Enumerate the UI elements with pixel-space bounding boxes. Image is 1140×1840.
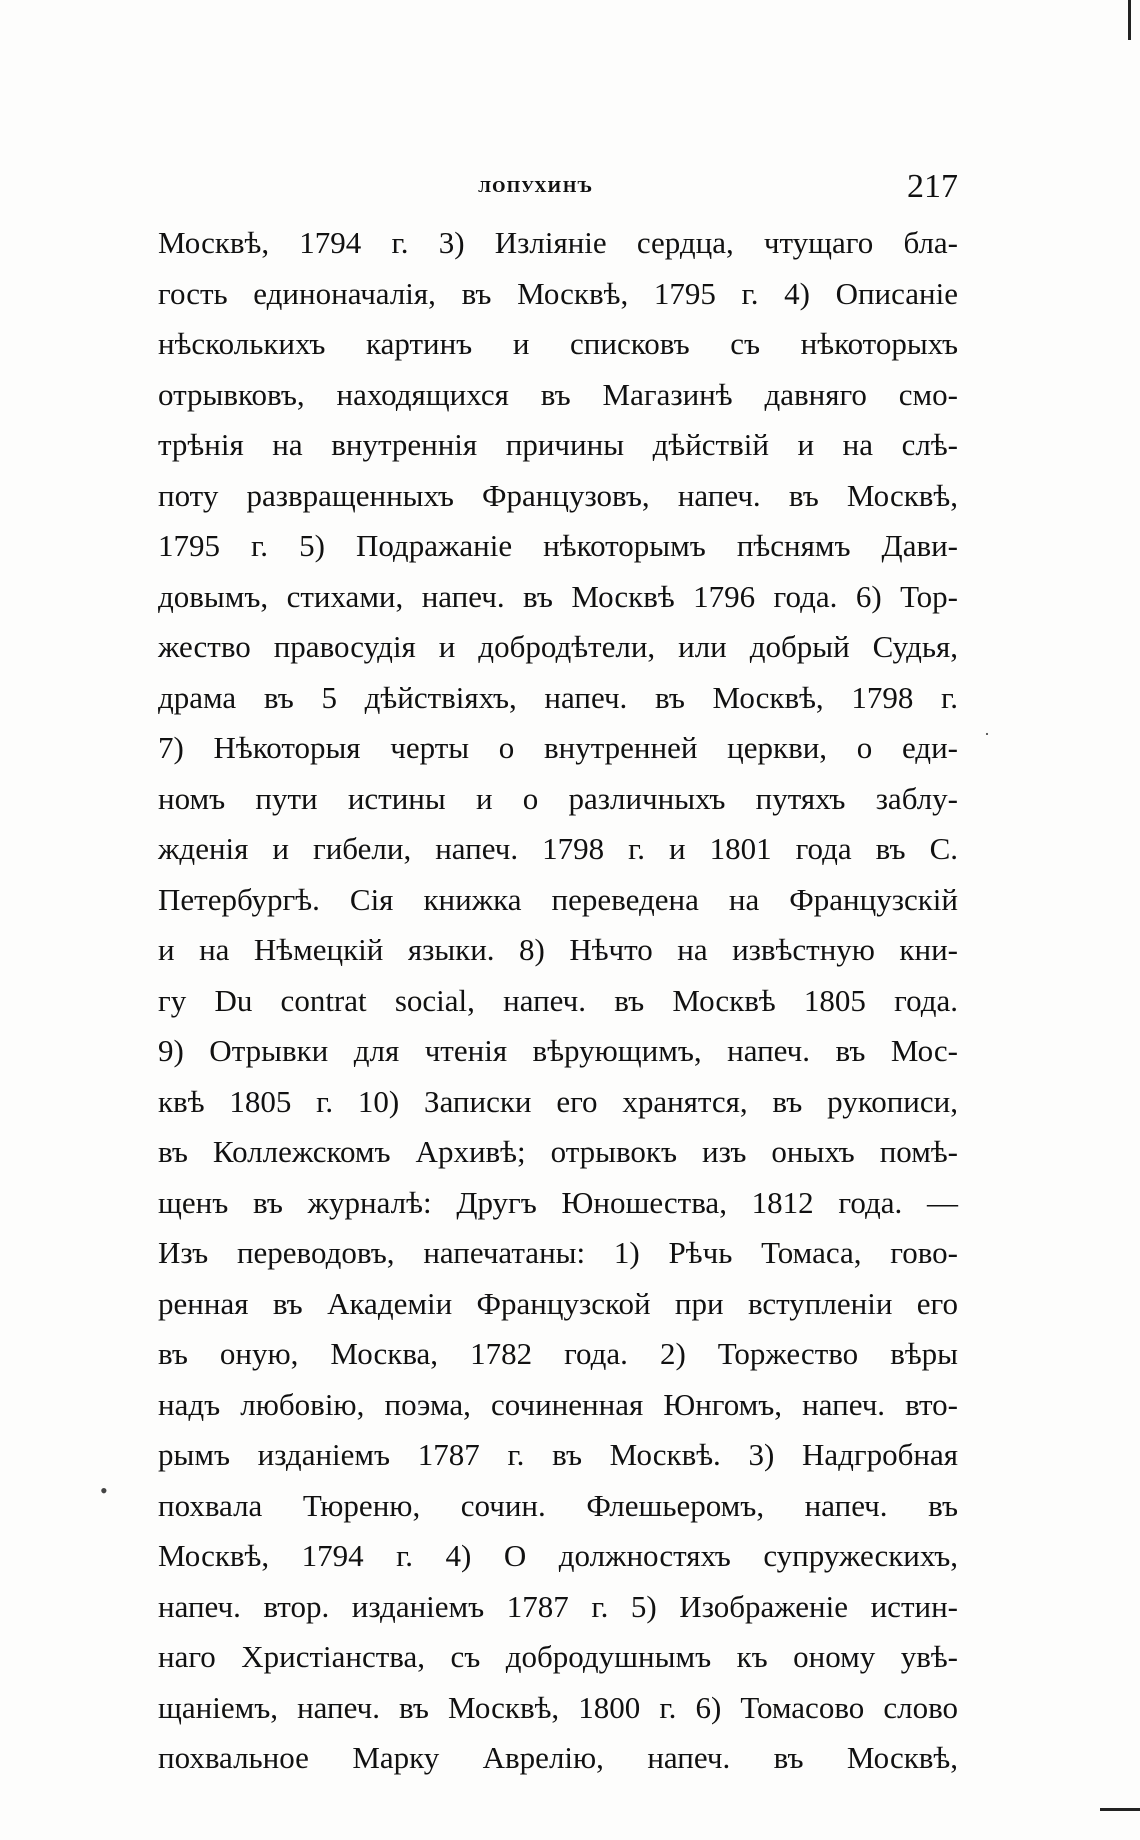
- text-line: поту развращенныхъ Французовъ, напеч. въ Москвѣ,: [158, 477, 958, 513]
- text-line: Петербургѣ. Сія книжка переведена на Французскій: [158, 881, 958, 917]
- text-line: похвальное Марку Аврелію, напеч. въ Москвѣ,: [158, 1740, 958, 1775]
- text-line: наго Христіанства, съ добродушнымъ къ оному увѣ-: [158, 1639, 958, 1674]
- text-line: въ Коллежскомъ Архивѣ; отрывокъ изъ оныхъ помѣ-: [158, 1134, 958, 1169]
- text-line: 1795 г. 5) Подражаніе нѣкоторымъ пѣснямъ Дави-: [158, 528, 958, 563]
- text-line: жденія и гибели, напеч. 1798 г. и 1801 года въ С.: [158, 831, 958, 866]
- scan-edge-mark: [1128, 0, 1131, 40]
- text-line: отрывковъ, находящихся въ Магазинѣ давняго смо-: [158, 376, 958, 412]
- text-line: трѣнія на внутреннія причины дѣйствій и на слѣ-: [158, 427, 958, 462]
- text-line: щаніемъ, напеч. въ Москвѣ, 1800 г. 6) Томасово слово: [158, 1689, 958, 1725]
- text-line: жество правосудія и добродѣтели, или добрый Судья,: [158, 629, 958, 664]
- text-line: 9) Отрывки для чтенія вѣрующимъ, напеч. въ Мос-: [158, 1033, 958, 1068]
- text-line: квѣ 1805 г. 10) Записки его хранятся, въ рукописи,: [158, 1083, 958, 1119]
- text-line: гость единоначалія, въ Москвѣ, 1795 г. 4) Описаніе: [158, 275, 958, 311]
- text-line: и на Нѣмецкій языки. 8) Нѣчто на извѣстную кни-: [158, 932, 958, 967]
- text-line: Москвѣ, 1794 г. 4) О должностяхъ супружескихъ,: [158, 1538, 958, 1573]
- text-line: щенъ въ журналѣ: Другъ Юношества, 1812 года. —: [158, 1184, 958, 1220]
- text-line: нѣсколькихъ картинъ и списковъ съ нѣкоторыхъ: [158, 326, 958, 361]
- text-line: гу Du contrat social, напеч. въ Москвѣ 1805 года.: [158, 982, 958, 1018]
- running-title: лопухинъ: [478, 172, 593, 198]
- text-line: ренная въ Академіи Французской при вступленіи его: [158, 1285, 958, 1321]
- page-number: 217: [907, 168, 958, 205]
- text-line: драма въ 5 дѣйствіяхъ, напеч. въ Москвѣ, 1798 г.: [158, 679, 958, 715]
- text-line: номъ пути истины и о различныхъ путяхъ заблу-: [158, 780, 958, 816]
- body-text: [158, 218, 958, 1784]
- text-line: надъ любовію, поэма, сочиненная Юнгомъ, напеч. вто-: [158, 1386, 958, 1422]
- scan-edge-mark: [1100, 1808, 1140, 1811]
- text-line: 7) Нѣкоторыя черты о внутренней церкви, о еди-: [158, 730, 958, 765]
- scan-speck: •: [100, 1478, 108, 1503]
- text-line: довымъ, стихами, напеч. въ Москвѣ 1796 года. 6) Тор-: [158, 578, 958, 614]
- running-head: [158, 168, 958, 208]
- text-line: въ оную, Москва, 1782 года. 2) Торжество вѣры: [158, 1336, 958, 1371]
- scan-speck: ·: [984, 724, 990, 744]
- text-line: Изъ переводовъ, напечатаны: 1) Рѣчь Томаса, гово-: [158, 1235, 958, 1270]
- text-line: Москвѣ, 1794 г. 3) Изліяніе сердца, чтущаго бла-: [158, 225, 958, 260]
- text-line: напеч. втор. изданіемъ 1787 г. 5) Изображеніе истин-: [158, 1588, 958, 1624]
- text-line: рымъ изданіемъ 1787 г. въ Москвѣ. 3) Надгробная: [158, 1437, 958, 1472]
- text-line: похвала Тюреню, сочин. Флешьеромъ, напеч. въ: [158, 1487, 958, 1523]
